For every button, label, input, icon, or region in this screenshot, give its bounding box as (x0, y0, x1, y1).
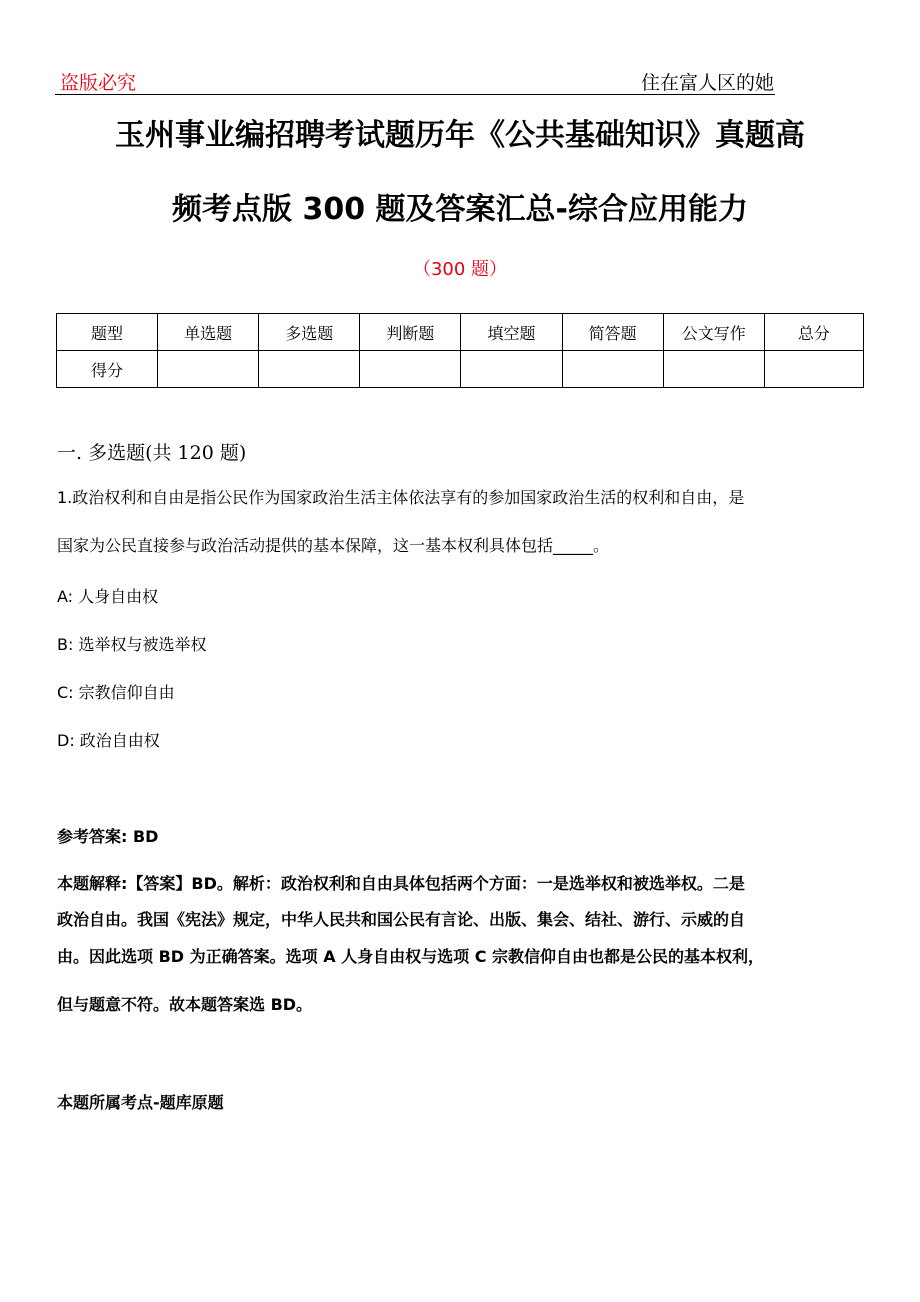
option-a: A: 人身自由权 (57, 587, 159, 606)
section-title: 一. 多选题(共 120 题) (57, 442, 247, 464)
score-table-score-row (57, 351, 864, 388)
option-c: C: 宗教信仰自由 (57, 683, 175, 702)
score-table-cell (360, 351, 461, 388)
score-table-cell (562, 351, 663, 388)
question-stem-line-1: 1.政治权利和自由是指公民作为国家政治生活主体依法享有的参加国家政治生活的权利和自由，是 (57, 488, 745, 507)
option-b: B: 选举权与被选举权 (57, 635, 207, 654)
header-rule (55, 94, 775, 95)
page-title-line-1: 玉州事业编招聘考试题历年《公共基础知识》真题高 (115, 118, 805, 153)
score-table-cell: 判断题 (360, 314, 461, 351)
score-table-cell (259, 351, 360, 388)
score-table-cell (158, 351, 259, 388)
score-table-cell: 公文写作 (663, 314, 764, 351)
score-table-cell: 单选题 (158, 314, 259, 351)
score-table-cell (764, 351, 863, 388)
explanation-line: 但与题意不符。故本题答案选 BD。 (57, 995, 313, 1014)
score-table-cell: 总分 (764, 314, 863, 351)
header-right-text: 住在富人区的她 (640, 72, 774, 94)
score-table (56, 313, 864, 388)
page-title-line-2: 频考点版 300 题及答案汇总-综合应用能力 (172, 192, 748, 227)
header-left-text: 盗版必究 (60, 72, 137, 94)
explanation-line: 本题解释:【答案】BD。解析：政治权利和自由具体包括两个方面：一是选举权和被选举权。二是 (57, 874, 745, 893)
question-stem-line-2: 国家为公民直接参与政治活动提供的基本保障，这一基本权利具体包括_____。 (57, 536, 610, 555)
explanation-line: 政治自由。我国《宪法》规定，中华人民共和国公民有言论、出版、集会、结社、游行、示威的自 (57, 910, 746, 929)
score-table-cell (461, 351, 562, 388)
score-table-cell: 多选题 (259, 314, 360, 351)
reference-answer: 参考答案: BD (57, 827, 159, 846)
question-count: （300 题） (412, 259, 508, 280)
explanation-line: 由。因此选项 BD 为正确答案。选项 A 人身自由权与选项 C 宗教信仰自由也都是公民的基本权利， (57, 947, 765, 966)
score-table-cell: 填空题 (461, 314, 562, 351)
score-table-header-row (57, 314, 864, 351)
option-d: D: 政治自由权 (57, 731, 160, 750)
knowledge-point: 本题所属考点-题库原题 (57, 1093, 224, 1112)
score-table-cell: 题型 (57, 314, 158, 351)
score-table-cell: 简答题 (562, 314, 663, 351)
score-table-cell: 得分 (57, 351, 158, 388)
score-table-cell (663, 351, 764, 388)
